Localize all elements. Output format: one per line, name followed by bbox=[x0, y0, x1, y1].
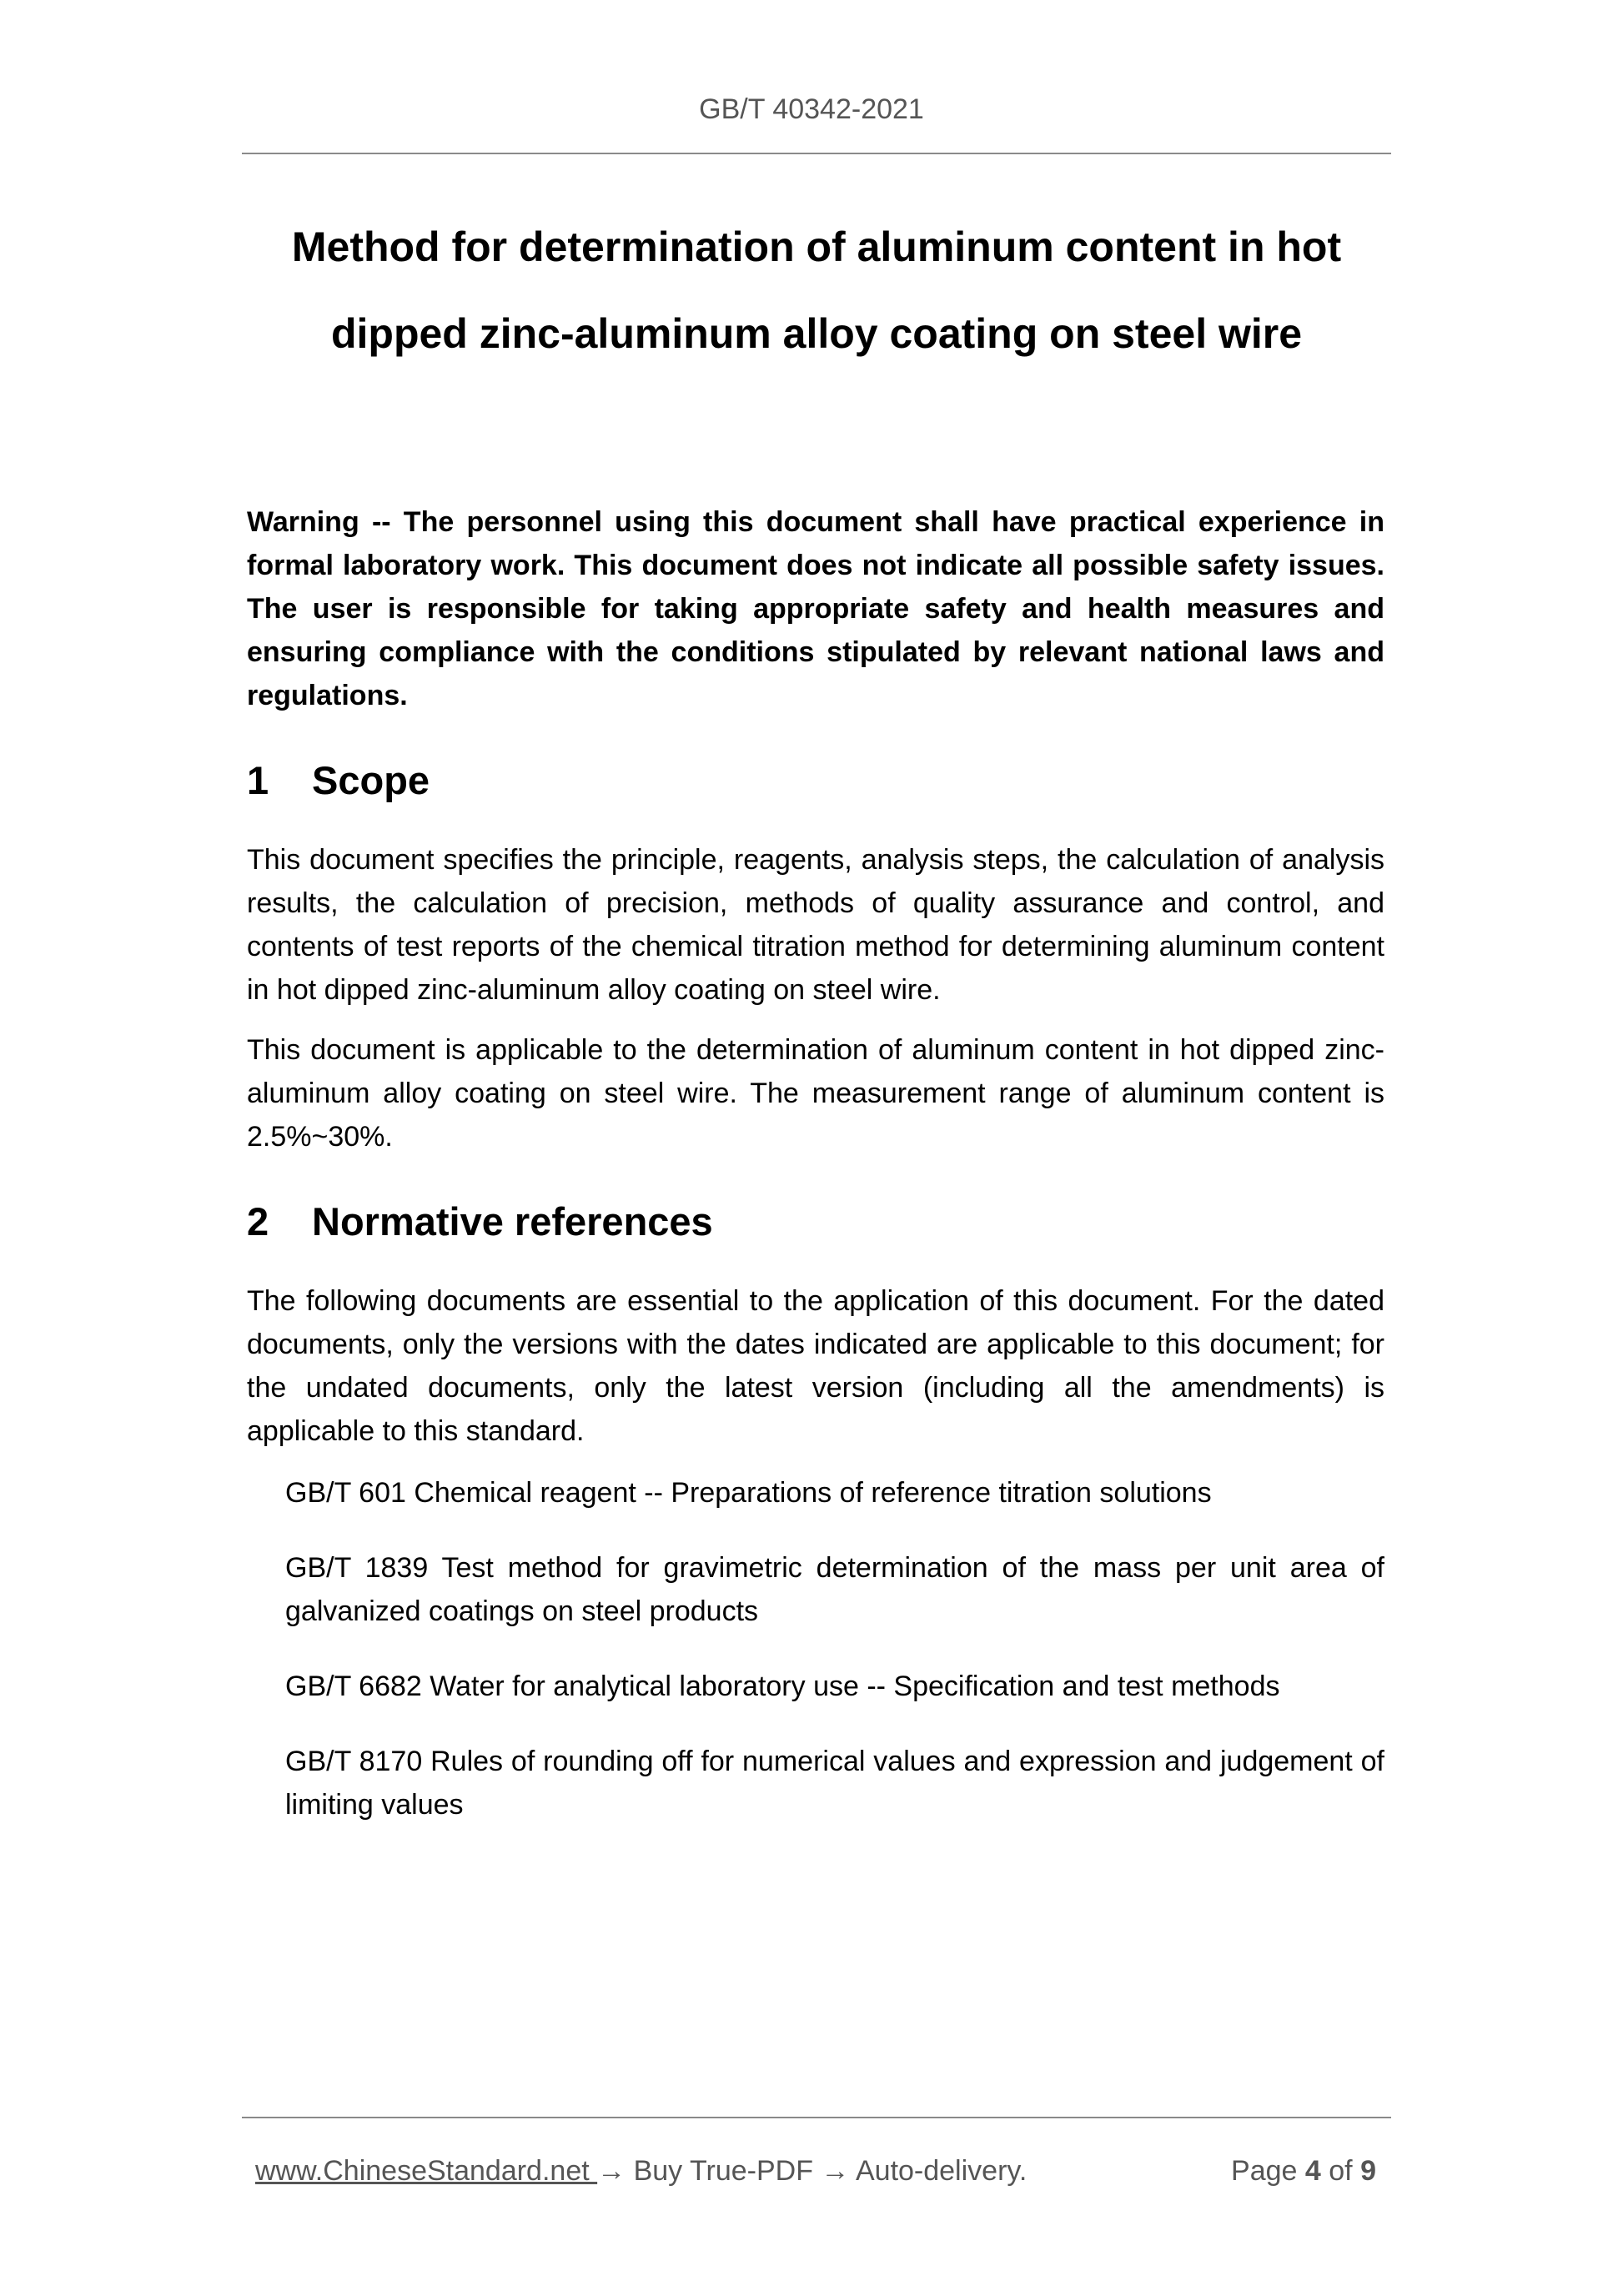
footer-promo bbox=[255, 2155, 1027, 2188]
title-line-2: dipped zinc-aluminum alloy coating on steel wire bbox=[330, 310, 1303, 357]
auto-delivery-text: Auto-delivery. bbox=[849, 2155, 1028, 2187]
scope-paragraph-2: This document is applicable to the determination of aluminum content in hot dipped zinc-aluminum alloy coating on steel wire. The measurement range of aluminum content is 2.5%~30%. bbox=[247, 1034, 1384, 1153]
section-title: Scope bbox=[312, 758, 430, 802]
scope-paragraph-1: This document specifies the principle, reagents, analysis steps, the calculation of analysis results, the calculation of precision, methods of quality assurance and control, and contents of test reports of the chemical titration method for determining aluminum content in hot dipped zinc-aluminum alloy coating on steel wire. bbox=[247, 844, 1384, 1006]
chinese-standard-link[interactable]: www.ChineseStandard.net bbox=[255, 2155, 598, 2187]
buy-true-pdf-text: Buy True-PDF bbox=[626, 2155, 822, 2187]
document-body bbox=[247, 500, 1384, 1826]
reference-item: GB/T 601 Chemical reagent -- Preparations of reference titration solutions bbox=[285, 1477, 1212, 1509]
page-indicator bbox=[1231, 2155, 1383, 2188]
section-number: 1 bbox=[247, 758, 269, 802]
standard-code-header: GB/T 40342-2021 bbox=[699, 93, 924, 125]
section-heading-scope bbox=[247, 757, 1384, 803]
reference-item: GB/T 8170 Rules of rounding off for numerical values and expression and judgement of limiting values bbox=[285, 1746, 1384, 1821]
footer-divider bbox=[242, 2117, 1391, 2118]
warning-paragraph: Warning -- The personnel using this document shall have practical experience in formal laboratory work. This document does not indicate all possible safety issues. The user is responsible for taking appropriate safety and health measures and ensuring compliance with the conditions stipulated by relevant national laws and regulations. bbox=[247, 506, 1384, 711]
page-label: Page bbox=[1231, 2155, 1298, 2187]
section-heading-normative-references bbox=[247, 1198, 1384, 1244]
page-footer bbox=[255, 2155, 1383, 2188]
document-title bbox=[242, 203, 1391, 377]
section-number: 2 bbox=[247, 1199, 269, 1243]
page-of-label: of bbox=[1329, 2155, 1353, 2187]
normative-references-paragraph: The following documents are essential to the application of this document. For the dated documents, only the versions with the dates indicated are applicable to this document; for the undated documents, only the latest version (including all the amendments) is applicable to this standard. bbox=[247, 1285, 1384, 1447]
section-title: Normative references bbox=[312, 1199, 713, 1243]
reference-item: GB/T 1839 Test method for gravimetric determination of the mass per unit area of galvanized coatings on steel products bbox=[285, 1552, 1384, 1627]
page-current: 4 bbox=[1304, 2155, 1321, 2187]
reference-item: GB/T 6682 Water for analytical laboratory use -- Specification and test methods bbox=[285, 1671, 1280, 1702]
title-line-1: Method for determination of aluminum content in hot bbox=[291, 224, 1342, 270]
arrow-right-icon: → bbox=[597, 2155, 626, 2187]
arrow-right-icon: → bbox=[821, 2155, 850, 2187]
reference-list bbox=[247, 1471, 1384, 1826]
header-divider bbox=[242, 153, 1391, 154]
page-total: 9 bbox=[1360, 2155, 1376, 2187]
